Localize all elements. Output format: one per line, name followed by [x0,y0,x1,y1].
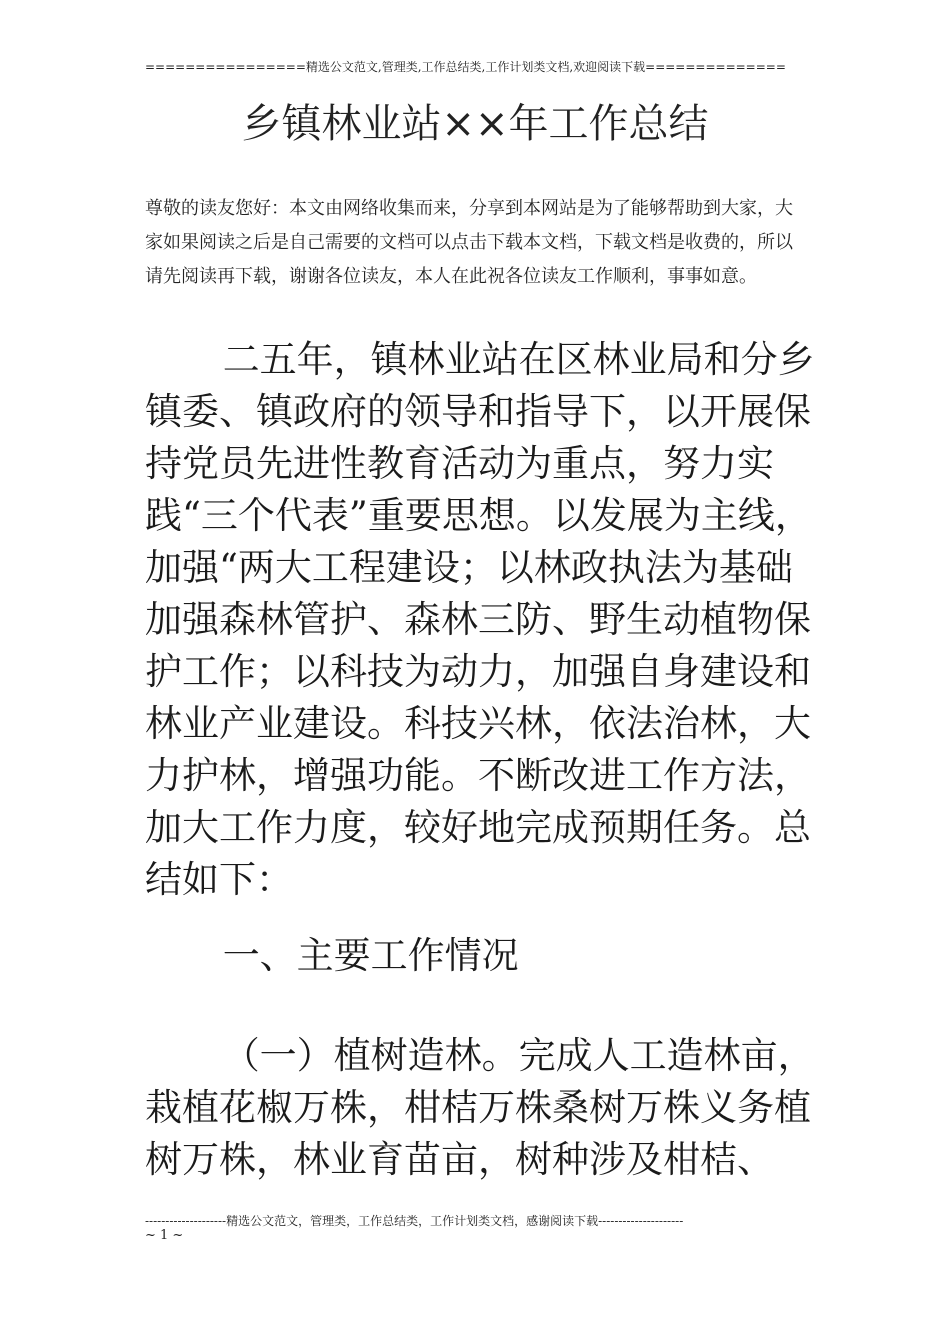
body-paragraph-intro: 二五年，镇林业站在区林业局和分乡镇委、镇政府的领导和指导下，以开展保持党员先进性教育活动为重点，努力实践“三个代表”重要思想。以发展为主线，加强“两大工程建设；以林政执法为基础加强森林管护、森林三防、野生动植物保护工作；以科技为动力，加强自身建设和林业产业建设。科技兴林，依法治林，大力护林，增强功能。不断改进工作方法，加大工作力度，较好地完成预期任务。总结如下： [145,338,815,901]
header-banner: ================精选公文范文,管理类,工作总结类,工作计划类文档,欢迎阅读下载============== [145,60,786,74]
section-heading: 一、主要工作情况 [222,934,519,977]
footer-banner: --------------------精选公文范文，管理类，工作总结类，工作计划类文档，感谢阅读下载--------------------- [145,1214,684,1228]
body-paragraph-afforestation: （一）植树造林。完成人工造林亩，栽植花椒万株，柑桔万株桑树万株义务植树万株，林业育苗亩，树种涉及柑桔、 [145,1034,815,1181]
greeting-paragraph: 尊敬的读友您好：本文由网络收集而来，分享到本网站是为了能够帮助到大家，大家如果阅读之后是自己需要的文档可以点击下载本文档，下载文档是收费的，所以请先阅读再下载，谢谢各位读友，本人在此祝各位读友工作顺利，事事如意。 [145,198,793,287]
document-title: 乡镇林业站××年工作总结 [241,101,709,147]
page-number: ~ 1 ~ [145,1228,184,1243]
